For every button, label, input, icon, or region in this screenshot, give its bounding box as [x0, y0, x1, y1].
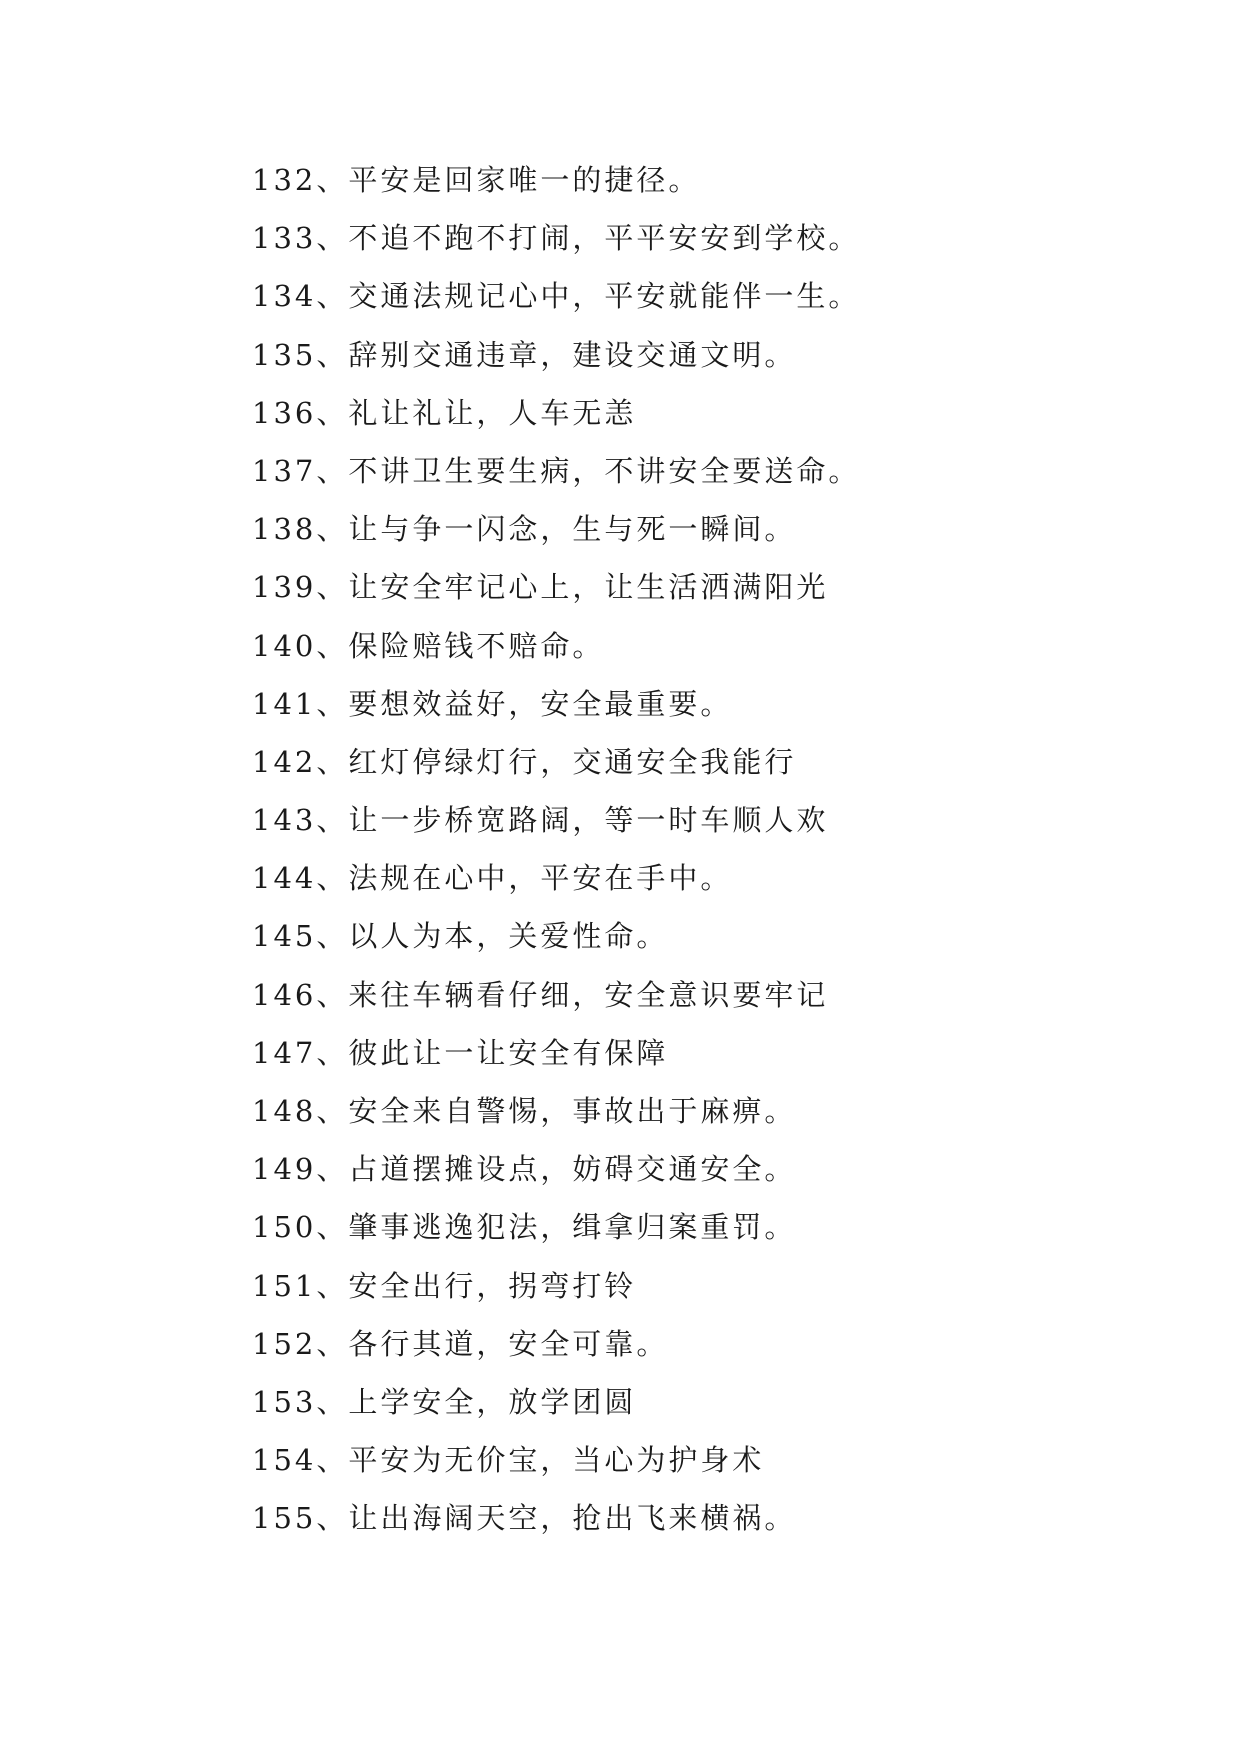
- list-item: 136、礼让礼让，人车无恙: [252, 395, 637, 430]
- list-item: 137、不讲卫生要生病，不讲安全要送命。: [252, 453, 861, 488]
- list-item: 147、彼此让一让安全有保障: [252, 1035, 669, 1070]
- list-item: 139、让安全牢记心上，让生活洒满阳光: [252, 570, 829, 605]
- list-item: 150、肇事逃逸犯法，缉拿归案重罚。: [252, 1210, 797, 1245]
- list-item: 149、占道摆摊设点，妨碍交通安全。: [252, 1152, 797, 1187]
- list-item: 140、保险赔钱不赔命。: [252, 628, 605, 663]
- list-item: 144、法规在心中，平安在手中。: [252, 861, 733, 896]
- list-item: 152、各行其道，安全可靠。: [252, 1326, 669, 1361]
- list-item: 138、让与争一闪念，生与死一瞬间。: [252, 512, 797, 547]
- list-item: 145、以人为本，关爱性命。: [252, 919, 669, 954]
- list-item: 146、来往车辆看仔细，安全意识要牢记: [252, 977, 829, 1012]
- list-item: 135、辞别交通违章，建设交通文明。: [252, 337, 797, 372]
- list-item: 134、交通法规记心中，平安就能伴一生。: [252, 279, 861, 314]
- list-item: 132、平安是回家唯一的捷径。: [252, 163, 701, 197]
- list-item: 155、让出海阔天空，抢出飞来横祸。: [252, 1501, 797, 1536]
- list-item: 143、让一步桥宽路阔，等一时车顺人欢: [252, 803, 829, 838]
- list-item: 133、不追不跑不打闹，平平安安到学校。: [252, 221, 861, 256]
- list-item: 153、上学安全，放学团圆: [252, 1384, 637, 1419]
- list-item: 148、安全来自警惕，事故出于麻痹。: [252, 1094, 797, 1128]
- list-item: 154、平安为无价宝，当心为护身术: [252, 1443, 765, 1478]
- slogan-list: [252, 160, 1152, 1557]
- list-item: 142、红灯停绿灯行，交通安全我能行: [252, 744, 797, 779]
- list-item: 151、安全出行，拐弯打铃: [252, 1268, 637, 1303]
- list-item: 141、要想效益好，安全最重要。: [252, 686, 733, 721]
